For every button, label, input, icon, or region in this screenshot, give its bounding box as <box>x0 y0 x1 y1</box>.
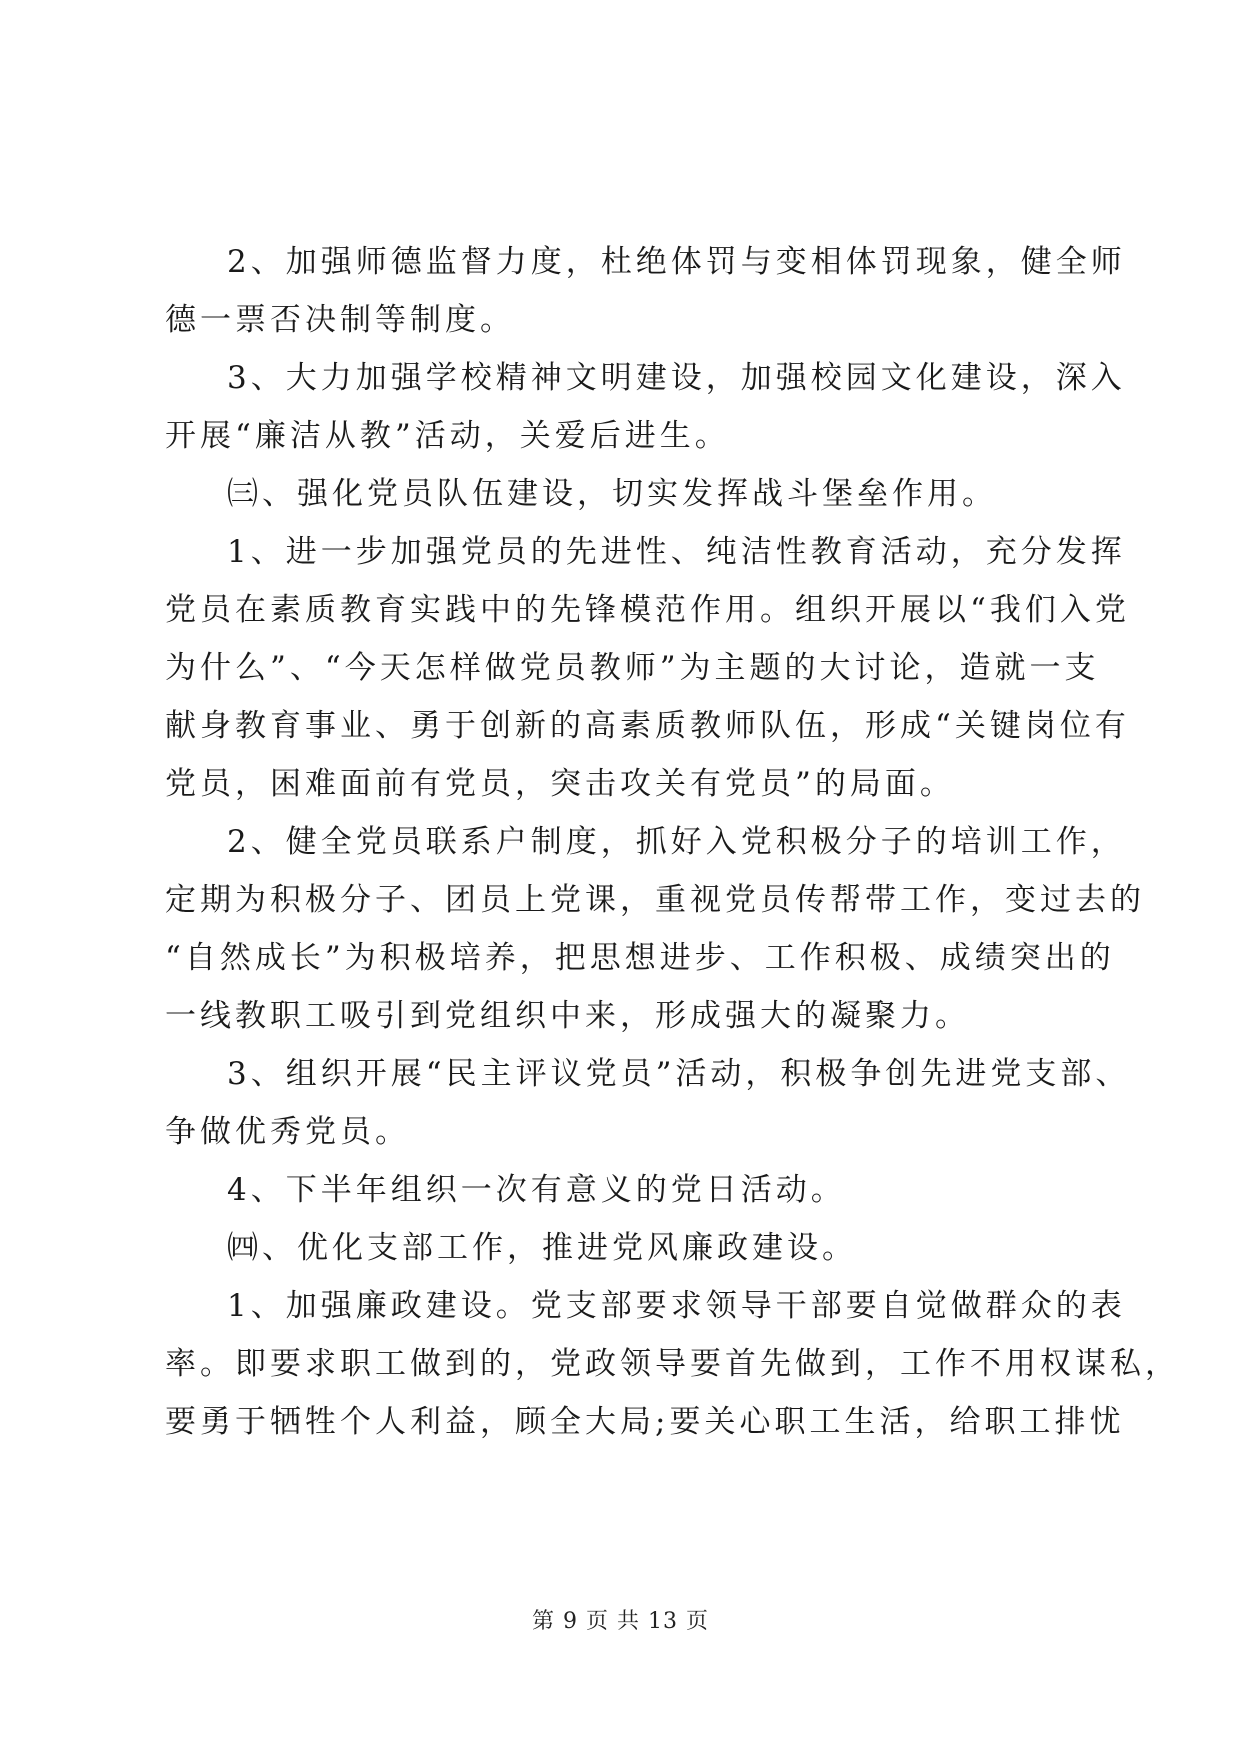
text-line: 4、下半年组织一次有意义的党日活动。 <box>227 1172 846 1208</box>
text-line: 定期为积极分子、团员上党课，重视党员传帮带工作，变过去的 <box>165 882 1145 918</box>
text-line: 1、加强廉政建设。党支部要求领导干部要自觉做群众的表 <box>227 1288 1126 1324</box>
section-heading: ㈢、强化党员队伍建设，切实发挥战斗堡垒作用。 <box>227 476 997 512</box>
page-number-footer: 第 9 页 共 13 页 <box>532 1609 709 1634</box>
text-line: 争做优秀党员。 <box>165 1114 410 1150</box>
text-line: 1、进一步加强党员的先进性、纯洁性教育活动，充分发挥 <box>227 534 1126 570</box>
text-line: 献身教育事业、勇于创新的高素质教师队伍，形成“关键岗位有 <box>165 708 1130 744</box>
text-line: 党员，困难面前有党员，突击攻关有党员”的局面。 <box>165 766 955 802</box>
section-heading: ㈣、优化支部工作，推进党风廉政建设。 <box>227 1230 857 1266</box>
text-line: “自然成长”为积极培养，把思想进步、工作积极、成绩突出的 <box>165 940 1115 976</box>
text-line: 要勇于牺牲个人利益，顾全大局;要关心职工生活，给职工排忧 <box>165 1404 1125 1440</box>
text-line: 2、加强师德监督力度，杜绝体罚与变相体罚现象，健全师 <box>227 244 1126 280</box>
text-line: 一线教职工吸引到党组织中来，形成强大的凝聚力。 <box>165 998 970 1034</box>
text-line: 党员在素质教育实践中的先锋模范作用。组织开展以“我们入党 <box>165 592 1130 628</box>
text-line: 3、大力加强学校精神文明建设，加强校园文化建设，深入 <box>227 360 1126 396</box>
text-line: 3、组织开展“民主评议党员”活动，积极争创先进党支部、 <box>227 1056 1131 1092</box>
text-line: 2、健全党员联系户制度，抓好入党积极分子的培训工作， <box>227 824 1126 860</box>
text-line: 开展“廉洁从教”活动，关爱后进生。 <box>165 418 730 454</box>
text-line: 为什么”、“今天怎样做党员教师”为主题的大讨论，造就一支 <box>165 650 1100 686</box>
text-line: 德一票否决制等制度。 <box>165 302 515 338</box>
text-line: 率。即要求职工做到的，党政领导要首先做到，工作不用权谋私， <box>165 1346 1180 1382</box>
